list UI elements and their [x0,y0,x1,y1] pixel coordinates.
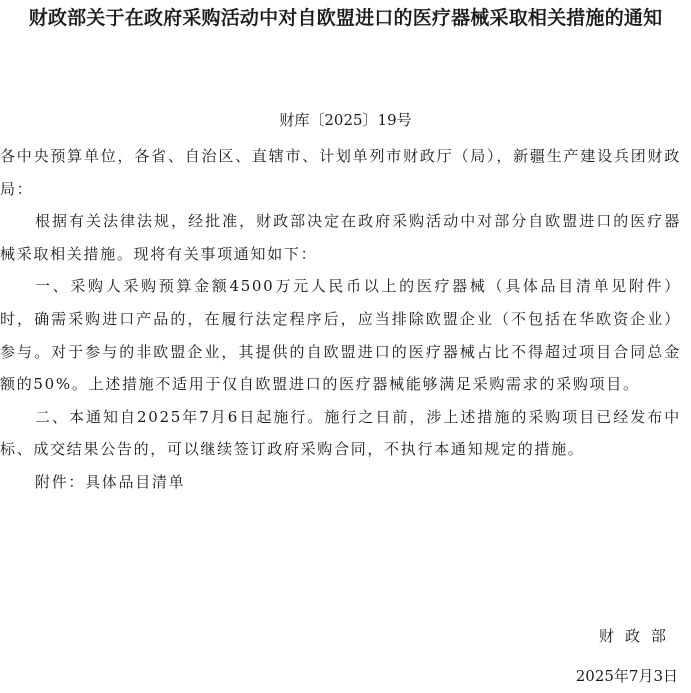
body-paragraph-item-2: 二、本通知自2025年7月6日起施行。施行之日前，涉上述措施的采购项目已经发布中标、成交结果公告的，可以继续签订政府采购合同，不执行本通知规定的措施。 [0,407,681,459]
body-paragraph-intro: 根据有关法律法规，经批准，财政部决定在政府采购活动中对部分自欧盟进口的医疗器械采取相关措施。现将有关事项通知如下： [0,212,681,263]
body-paragraph-item-1: 一、采购人采购预算金额4500万元人民币以上的医疗器械（具体品目清单见附件）时，确需采购进口产品的，在履行法定程序后，应当排除欧盟企业（不包括在华欧资企业）参与。对于参与的非欧盟企业，其提供的自欧盟进口的医疗器械占比不得超过项目合同总金额的50%。上述措施不适用于仅自欧盟进口的医疗器械能够满足采购需求的采购项目。 [0,277,681,394]
addressee-line: 各中央预算单位，各省、自治区、直辖市、计划单列市财政厅（局），新疆生产建设兵团财政局： [0,147,681,198]
issuing-authority: 财政部 [598,627,677,645]
document-number: 财库〔2025〕19号 [279,111,412,129]
issue-date: 2025年7月3日 [575,667,678,685]
document-body [0,140,681,499]
attachment-line: 附件：具体品目清单 [35,472,186,491]
document-title: 财政部关于在政府采购活动中对自欧盟进口的医疗器械采取相关措施的通知 [28,7,663,29]
